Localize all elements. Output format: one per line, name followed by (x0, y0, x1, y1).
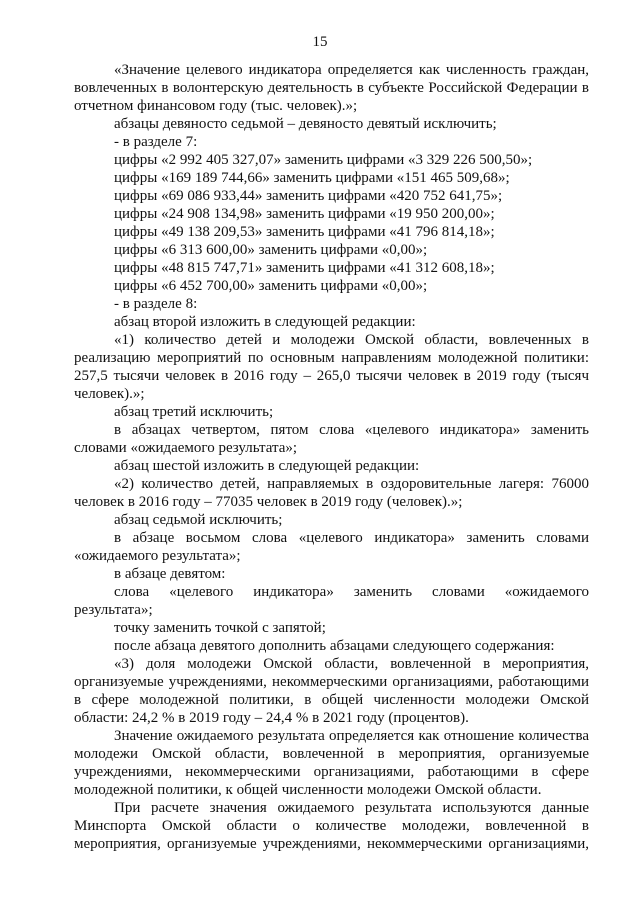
text-line: отчетном финансовом году (тыс. человек).»; (74, 98, 358, 114)
page-number: 15 (312, 34, 328, 50)
text-line: организуемые учреждениями, некоммерческими организациями, работающими (74, 674, 589, 690)
text-line: молодежи Омской области, вовлеченной в мероприятия, организуемые (74, 746, 589, 762)
text-line: «ожидаемого результата»; (74, 548, 241, 564)
text-line: в абзаце восьмом слова «целевого индикатора» заменить словами (114, 530, 589, 546)
text-line: цифры «48 815 747,71» заменить цифрами «41 312 608,18»; (114, 260, 495, 276)
text-line: абзац шестой изложить в следующей редакции: (114, 458, 420, 474)
text-line: Значение ожидаемого результата определяется как отношение количества (114, 728, 589, 744)
text-line: словами «ожидаемого результата»; (74, 440, 298, 456)
text-line: мероприятия, организуемые учреждениями, некоммерческими организациями, (74, 836, 589, 852)
text-line: «2) количество детей, направляемых в оздоровительные лагеря: 76000 (114, 476, 589, 492)
text-line: «1) количество детей и молодежи Омской области, вовлеченных в (114, 332, 589, 348)
text-line: человек в 2016 году – 77035 человек в 2019 году (человек).»; (74, 494, 463, 510)
text-line: после абзаца девятого дополнить абзацами следующего содержания: (114, 638, 555, 654)
text-line: - в разделе 7: (114, 134, 198, 150)
text-line: «3) доля молодежи Омской области, вовлеченной в мероприятия, (114, 656, 589, 672)
text-line: цифры «6 313 600,00» заменить цифрами «0,00»; (114, 242, 428, 258)
text-line: абзацы девяносто седьмой – девяносто девятый исключить; (114, 116, 497, 132)
text-line: цифры «69 086 933,44» заменить цифрами «420 752 641,75»; (114, 188, 503, 204)
text-line: цифры «24 908 134,98» заменить цифрами «19 950 200,00»; (114, 206, 495, 222)
text-line: цифры «6 452 700,00» заменить цифрами «0,00»; (114, 278, 428, 294)
text-line: цифры «169 189 744,66» заменить цифрами «151 465 509,68»; (114, 170, 510, 186)
text-line: реализацию мероприятий по основным направлениям молодежной политики: (74, 350, 589, 366)
text-line: При расчете значения ожидаемого результата используются данные (114, 800, 589, 816)
text-line: цифры «2 992 405 327,07» заменить цифрами «3 329 226 500,50»; (114, 152, 533, 168)
text-line: человек).»; (74, 386, 145, 402)
text-line: абзац второй изложить в следующей редакции: (114, 314, 416, 330)
text-line: в сфере молодежной политики, в общей численности молодежи Омской (74, 692, 589, 708)
text-line: 257,5 тысячи человек в 2016 году – 265,0 тысячи человек в 2019 году (тысяч (74, 368, 589, 384)
text-line: «Значение целевого индикатора определяется как численность граждан, (114, 62, 589, 78)
document-body (74, 61, 589, 853)
text-line: результата»; (74, 602, 153, 618)
text-line: Минспорта Омской области о количестве молодежи, вовлеченной в (74, 818, 589, 834)
text-line: учреждениями, некоммерческими организациями, работающими в сфере (74, 764, 589, 780)
text-line: молодежной политики, к общей численности молодежи Омской области. (74, 782, 542, 798)
text-line: абзац седьмой исключить; (114, 512, 283, 528)
text-line: точку заменить точкой с запятой; (114, 620, 326, 636)
text-line: в абзаце девятом: (114, 566, 226, 582)
text-line: вовлеченных в волонтерскую деятельность в субъекте Российской Федерации в (74, 80, 589, 96)
text-line: области: 24,2 % в 2019 году – 24,4 % в 2021 году (процентов). (74, 710, 469, 726)
text-line: слова «целевого индикатора» заменить словами «ожидаемого (114, 584, 589, 600)
text-line: абзац третий исключить; (114, 404, 274, 420)
text-line: цифры «49 138 209,53» заменить цифрами «41 796 814,18»; (114, 224, 495, 240)
text-line: в абзацах четвертом, пятом слова «целевого индикатора» заменить (114, 422, 589, 438)
text-line: - в разделе 8: (114, 296, 198, 312)
